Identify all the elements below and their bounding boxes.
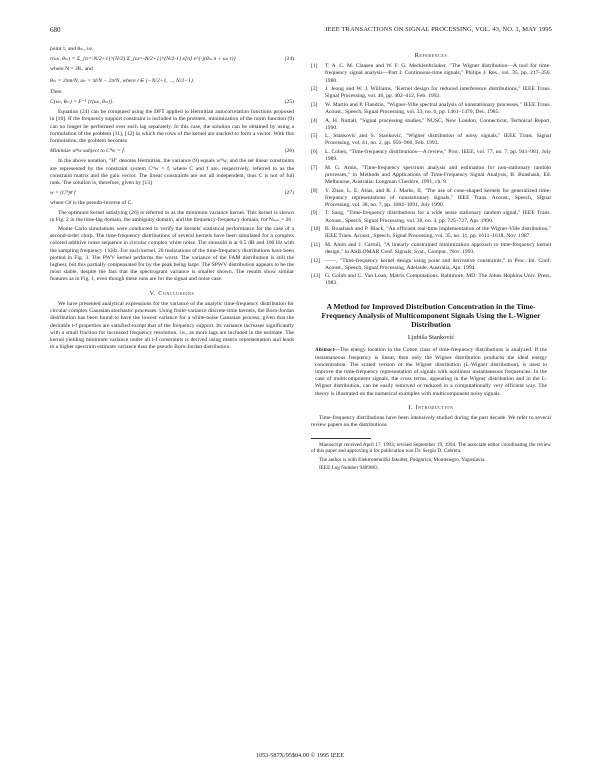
reference-text: M. Amin and J. Carroll, "A linearly constrained minimization approach to time-frequency kernel design," in ASILOMAR Conf. Signals, Syst., Comput., Nov. 1993. — [325, 241, 551, 256]
section-heading-references: References — [414, 52, 448, 59]
reference-text: T. A. C. M. Claasen and W. F. G. Mecklenbräuker, "The Wigner distribution—A tool for time-frequency signal analysis—Part I: Continuous-time signals," Philips J. Res., vol. 35, pp. 217–250, 1980. — [325, 63, 551, 84]
reference-list — [311, 63, 551, 287]
intro-line: point τ, and θₘ, i.e. — [50, 46, 94, 52]
reference-text: B. Boashash and P. Black, "An efficient real-time implementation of the Wigner-Ville distribution," IEEE Trans. Acoust., Speech, Signal Processing, vol. 35, no. 11, pp. 1611–1618, Nov. 1987. — [325, 226, 551, 240]
reference-item — [311, 63, 551, 85]
article-title: A Method for Improved Distribution Concentration in the Time-Frequency Analysis of Multicomponent Signals Using the L-Wigner Distribution — [321, 301, 541, 330]
paragraph: Equation (24) can be computed using the DFT applied to Hermitian autocorrelation functions proposed in [10]. If the frequency support constraint is included in the problem, minimization of the norm function (9) can no longer be performed over each lag separately. In this case, the solution can be obtained by using a formulation of the problem [11], [12] in which the rows of the kernel are stacked to form a vector. With this formulation, the problem becomes — [50, 109, 294, 145]
reference-item — [311, 210, 551, 224]
running-header: IEEE TRANSACTIONS ON SIGNAL PROCESSING, VOL. 43, NO. 3, MAY 1995 — [325, 26, 552, 33]
reference-text: W. Martin and P. Flandrin, "Wigner-Ville spectral analysis of nonstationary processes," IEEE Trans. Acoust., Speech, Signal Processing, vol. 33, no. 6, pp. 1461–1470, Dec. 1985. — [325, 101, 551, 116]
reference-number: [9] — [311, 210, 318, 217]
equation-26-body: Minimize wᴴw subject to Cᴴw = f. — [50, 148, 126, 155]
reference-item — [311, 273, 551, 287]
reference-item — [311, 165, 551, 187]
then-line: Then — [50, 88, 62, 95]
reference-number: [2] — [311, 86, 318, 93]
paragraph: Time-frequency distributions have been intensively studied during the past decade. We refer to several review papers on the distributions — [311, 415, 551, 429]
reference-number: [1] — [311, 63, 318, 70]
reference-text: A. H. Nuttall, "Signal processing studies," NUSC, New London, Connecticut, Technical Report, 1990. — [325, 117, 551, 131]
footnote: IEEE Log Number 9409083. — [319, 465, 379, 472]
equation-27-number: (27) — [284, 190, 294, 197]
reference-text: J. Jeong and W. J. Williams, "Kernel design for reduced interference distributions," IEEE Trans. Signal Processing, vol. 40, pp. 402–412, Feb. 1992. — [325, 86, 551, 100]
equation-25-body: C(ωₗ, θₘ) = F⁻¹ {r(ωₗ, θₘ)}. — [50, 99, 114, 106]
reference-number: [5] — [311, 133, 318, 140]
reference-item — [311, 258, 551, 272]
reference-item — [311, 102, 551, 116]
reference-item — [311, 86, 551, 100]
abstract-text: The energy location in the Cohen class of time-frequency distributions is analyzed. If the instantaneous frequency is linear, then only the Wigner distribution produces the ideal energy concentration. The scaled version of the Wigner distribution (L-Wigner distribution), is used to improve the time-frequency representation of signals with nonlinear instantaneous frequencies. In the case of multicomponent signals, the cross terms, appearing in the Wigner distribution and in the L-Wigner distribution, can be easily removed or reduced in a computationally very efficient way. The theory is illustrated on the numerical examples with multicomponent noisy signals. — [315, 347, 547, 397]
reference-item — [311, 226, 551, 240]
section-heading-introduction: I. Introduction — [408, 403, 454, 411]
reference-text: Y. Zhao, L. E. Atlas, and R. J. Marks, II, "The use of cone-shaped kernels for generalized time-frequency representations of nonstationary signals," IEEE Trans. Acoust., Speech, Signal Processing, vol. 38, no. 7, pp. 1084–1091, July 1990. — [325, 187, 551, 208]
article-author: Ljubiša Stanković — [407, 334, 455, 342]
right-column — [311, 46, 551, 474]
reference-item — [311, 242, 551, 256]
reference-item — [311, 149, 551, 163]
paragraph: The optimum kernel satisfying (26) is referred to as the minimum variance kernel. This kernel is shown in Fig. 2 in the time-lag domain, the ambiguity domain, and the frequency-frequency domain, for Nₘᵢₙ = 26. — [50, 209, 294, 223]
reference-number: [11] — [311, 241, 321, 248]
reference-number: [8] — [311, 187, 318, 194]
where-line: where N = 2K, and — [50, 66, 93, 73]
abstract — [315, 347, 547, 397]
reference-item — [311, 118, 551, 132]
footnote-divider — [311, 438, 371, 439]
reference-item — [311, 133, 551, 147]
reference-number: [6] — [311, 148, 318, 155]
paragraph: where C# is the pseudo-inverse of C. — [50, 200, 133, 207]
reference-text: ——, "Time-frequency kernel design using point and derivative constraints," in Proc. Int. Conf. Acoust., Speech, Signal Processing, Adelaide, Australia, Apr. 1994. — [325, 257, 551, 271]
equation-24-body: r(ωₗ, θₘ) = Σ_{n=-N/2+1}^{N/2} Σ_{ω=-N/2+1}^{N/2-1} x[n] e^{-j(θₘ n + ωₗ τ)} — [50, 56, 236, 63]
abstract-label: Abstract— — [315, 347, 340, 354]
reference-number: [3] — [311, 101, 318, 108]
equation-25 — [50, 99, 294, 106]
footnote: The author is with Elektrotehnički fakultet, Podgorica, Montenegro, Yugoslavia. — [319, 456, 486, 463]
reference-number: [7] — [311, 164, 318, 171]
equation-27-body: w = (Cᴴ)# f — [50, 190, 76, 197]
reference-text: T. Sang, "Time-frequency distributions for a wide sense stationary random signal," IEEE Trans. Acoust., Speech, Signal Processing, vol. 38, no. 4, pp. 725–727, Apr. 1990. — [325, 210, 551, 224]
reference-text: L. Cohen, "Time-frequency distributions—A review," Proc. IEEE, vol. 77, no. 7, pp. 941–981, July 1989. — [325, 148, 551, 163]
footnote: Manuscript received April 17, 1993; revised September 19, 1994. The associate editor coordinating the review of this paper and approving it for publication was Dr. Sergio D. Cabrera. — [311, 441, 551, 455]
section-heading-conclusions: V. Conclusions — [149, 289, 195, 297]
paragraph: Monte Carlo simulations were conducted to verify the kernels' statistical performance for the case of a second-order chirp. The time-frequency distributions of several kernels have been simulated for a complex colored additive noise sequence in circular complex white noise. The sinusoid is at 0.5 dB and 100 Hz with the sampling frequency 1 kHz. For each kernel, 20 realizations of the time-frequency distributions have been plotted in Fig. 3. The PWV kernel performs the worst. The variance of the FAM distribution is still the highest, but this partially compensated for by the peak being large. The SPWV distribution appears to be the most stable, despite the fact that the spectrogram variance is smaller shown. The results show similar features as in Fig. 1, even though these runs are for the signal and noise case. — [50, 226, 294, 283]
reference-item — [311, 188, 551, 210]
equation-24 — [50, 56, 294, 63]
equation-24-number: (24) — [284, 56, 294, 63]
equation-26 — [50, 148, 294, 155]
reference-number: [10] — [311, 226, 321, 233]
reference-text: L. Stanković and S. Stanković, "Wigner distribution of noisy signals," IEEE Trans. Signal Processing, vol. 41, no. 2, pp. 956–960, Feb. 1993. — [325, 133, 551, 147]
reference-number: [4] — [311, 117, 318, 124]
definition-line: θₘ = 2πm/N, ωₗ = πl/N − 2π/N, where l ∈ {−N/2+1, ..., N/2−1}. — [50, 77, 195, 84]
paragraph: We have presented analytical expressions for the variance of the analytic time-frequency distribution for circular complex Gaussian stochastic processes. Using finite-variance discrete-time kernels, the Born-Jordan distribution has been found to have the lowest variance for a white-noise Gaussian process, given that the desirable t-f properties are satisfied except that of the frequency support. Its variance increases significantly with a small fraction for increased frequency resolution, i.e., as more lags are included in the estimate. The kernel yielding minimum variance under all t-f constraints is derived using matrix representation and leads to a higher spectrum estimate variance than the pseudo Born-Jordan distribution. — [50, 300, 294, 351]
page-number: 680 — [50, 26, 61, 34]
copyright-footer: 1053-587X/95$04.00 © 1995 IEEE — [255, 752, 345, 759]
reference-number: [13] — [311, 273, 321, 280]
equation-25-number: (25) — [284, 99, 294, 106]
reference-text: M. G. Amin, "Time-frequency spectrum analysis and estimation for non-stationary random processes," in Methods and Applications of Time-Frequency Signal Analysis, B. Boashash, Ed. Melbourne, Australia: Longman Cheshire, 1991, ch. 9. — [325, 164, 551, 186]
reference-number: [12] — [311, 257, 321, 264]
equation-27 — [50, 190, 294, 197]
left-column — [50, 46, 294, 353]
equation-26-number: (26) — [284, 148, 294, 155]
paragraph: In the above notation, "H" denotes Hermitian, the variance (9) equals wᴴw, and the set linear constraints are represented by the constraint system Cᴴw = f, where C and f are, respectively, referred to as the constraint matrix and the gain vector. The linear constraints are not all independent, thus C is not of full rank. The solution is, therefore, given by [13] — [50, 158, 294, 187]
reference-text: G. Golub and C. Van Loan, Matrix Computations. Baltimore, MD: The Johns Hopkins Univ. Press, 1983. — [325, 273, 551, 287]
